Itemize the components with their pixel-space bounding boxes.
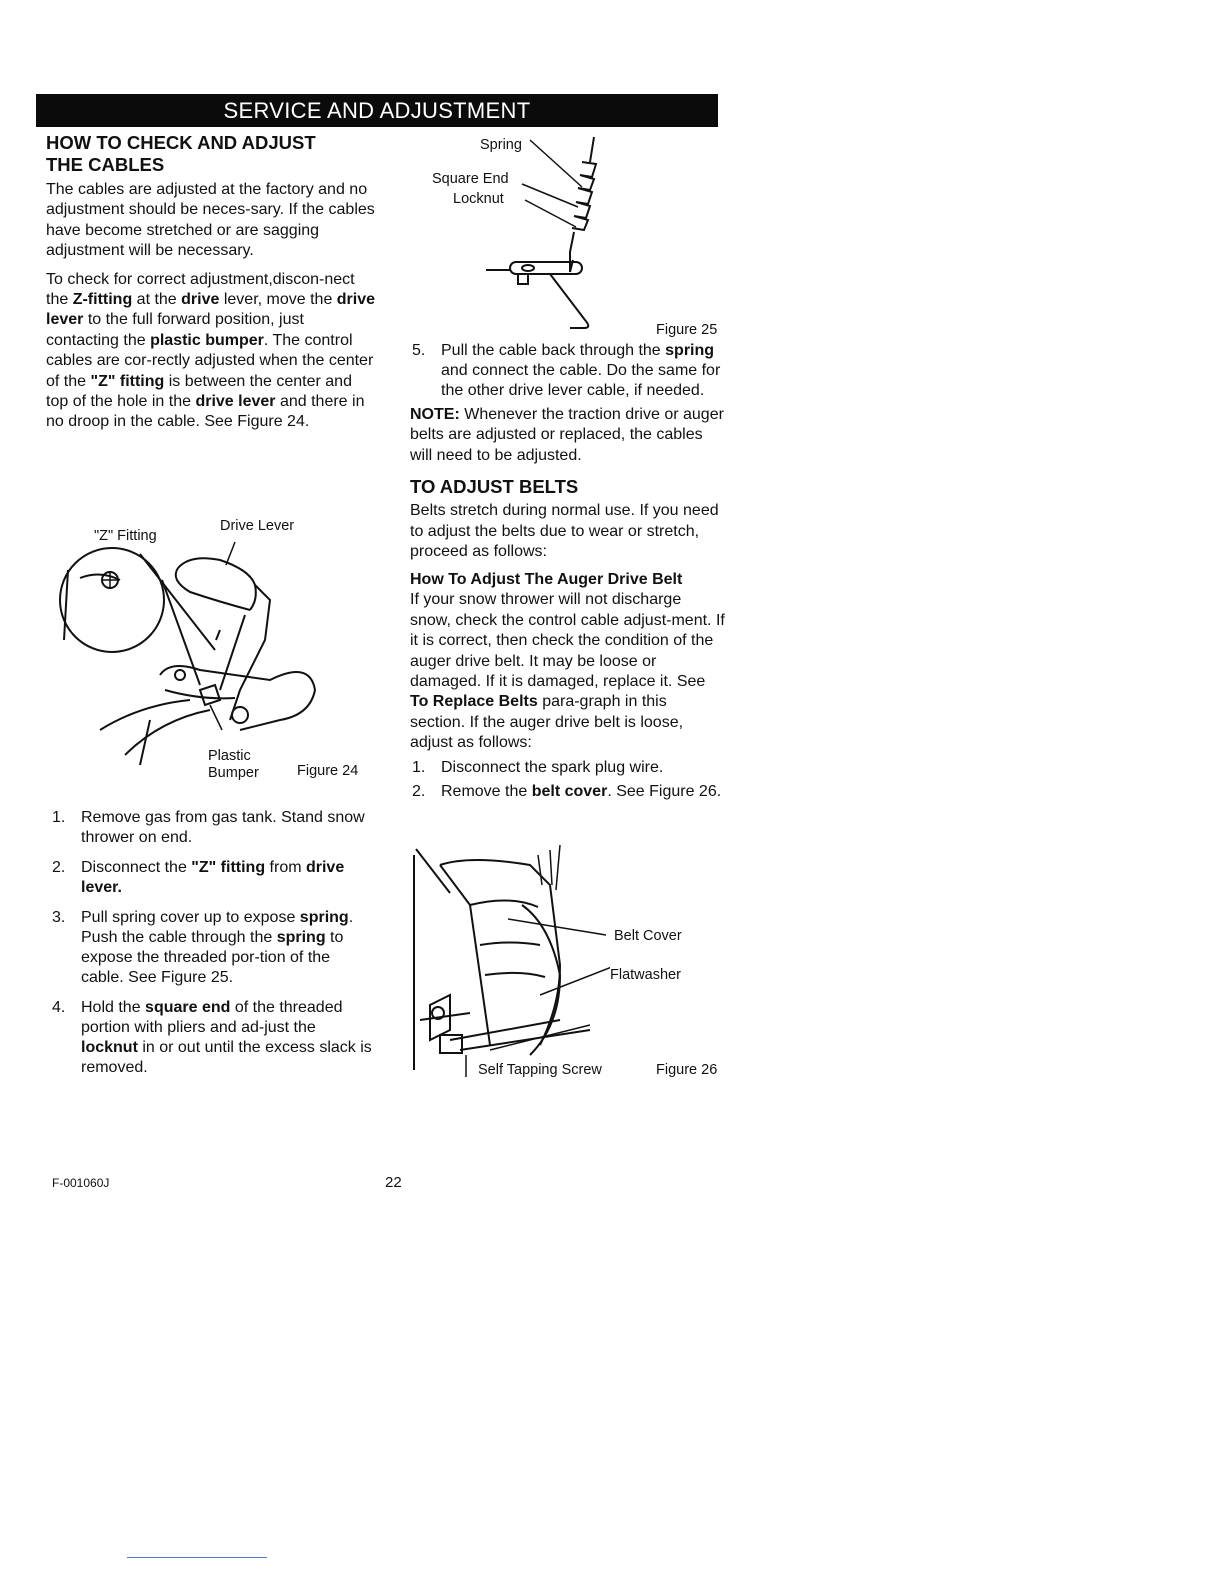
label-flatwasher: Flatwasher	[610, 967, 681, 983]
label-square-end: Square End	[432, 171, 509, 187]
left-steps-list	[46, 808, 376, 1078]
figure-26-caption: Figure 26	[656, 1062, 718, 1078]
right-column	[410, 341, 725, 802]
page-number: 22	[385, 1174, 402, 1191]
section-banner: SERVICE AND ADJUSTMENT	[36, 94, 718, 127]
figure-25-spring-illustration	[470, 132, 630, 342]
belts-intro-paragraph: Belts stretch during normal use. If you need to adjust the belts due to wear or stretch, proceed as follows:	[410, 502, 719, 561]
cables-heading	[46, 132, 376, 176]
list-item: 3. Pull spring cover up to expose spring. Push the cable through the spring to expose the threaded por-tion of the cable. See Figure 25.	[52, 909, 354, 986]
left-column	[46, 132, 376, 433]
list-item: 1. Disconnect the spark plug wire.	[412, 758, 664, 776]
label-belt-cover: Belt Cover	[614, 928, 682, 944]
belts-heading: TO ADJUST BELTS	[410, 476, 579, 498]
figure-25-caption: Figure 25	[656, 322, 718, 338]
cables-check-paragraph: To check for correct adjustment,discon-nect the Z-fitting at the drive lever, move the drive lever to the full forward position, just contacting the plastic bumper. The control cables are cor-rectly adjusted when the center of the "Z" fitting is between the center and top of the hole in the drive lever and there in no droop in the cable. See Figure 24.	[46, 270, 376, 431]
document-code: F-001060J	[52, 1176, 110, 1190]
belt-steps-list	[410, 758, 725, 802]
note-paragraph: NOTE: Whenever the traction drive or auger belts are adjusted or replaced, the cables will need to be adjusted.	[410, 406, 724, 464]
figure-24-caption: Figure 24	[297, 763, 359, 779]
list-item: 2. Disconnect the "Z" fitting from drive lever.	[52, 859, 345, 896]
list-item: 2. Remove the belt cover. See Figure 26.	[412, 782, 722, 800]
list-item: 4. Hold the square end of the threaded portion with pliers and ad-just the locknut in or out until the excess slack is removed.	[52, 999, 372, 1076]
figure-26-belt-cover-illustration	[410, 845, 610, 1080]
cables-heading-line1: HOW TO CHECK AND ADJUST	[46, 132, 316, 153]
label-plastic: Plastic	[208, 748, 251, 764]
label-self-tapping-screw: Self Tapping Screw	[478, 1062, 602, 1078]
list-item: 1. Remove gas from gas tank. Stand snow thrower on end.	[52, 809, 365, 846]
bottom-divider	[127, 1557, 267, 1558]
label-locknut: Locknut	[453, 191, 504, 207]
cables-heading-line2: THE CABLES	[46, 154, 165, 175]
label-z-fitting: "Z" Fitting	[94, 528, 157, 544]
cables-intro-paragraph: The cables are adjusted at the factory and no adjustment should be neces-sary. If the cables have become stretched or are sagging adjustment will be necessary.	[46, 181, 375, 260]
list-item: 5. Pull the cable back through the spring and connect the cable. Do the same for the other drive lever cable, if needed.	[412, 342, 721, 399]
label-bumper: Bumper	[208, 765, 259, 781]
auger-belt-subheading: How To Adjust The Auger Drive Belt	[410, 571, 683, 589]
label-spring: Spring	[480, 137, 522, 153]
auger-belt-paragraph: If your snow thrower will not discharge snow, check the control cable adjust-ment. If it is correct, then check the condition of the auger drive belt. It may be loose or damaged. If it is damaged, replace it. See To Replace Belts para-graph in this section. If the auger drive belt is loose, adjust as follows:	[410, 591, 725, 752]
label-drive-lever: Drive Lever	[220, 518, 295, 534]
